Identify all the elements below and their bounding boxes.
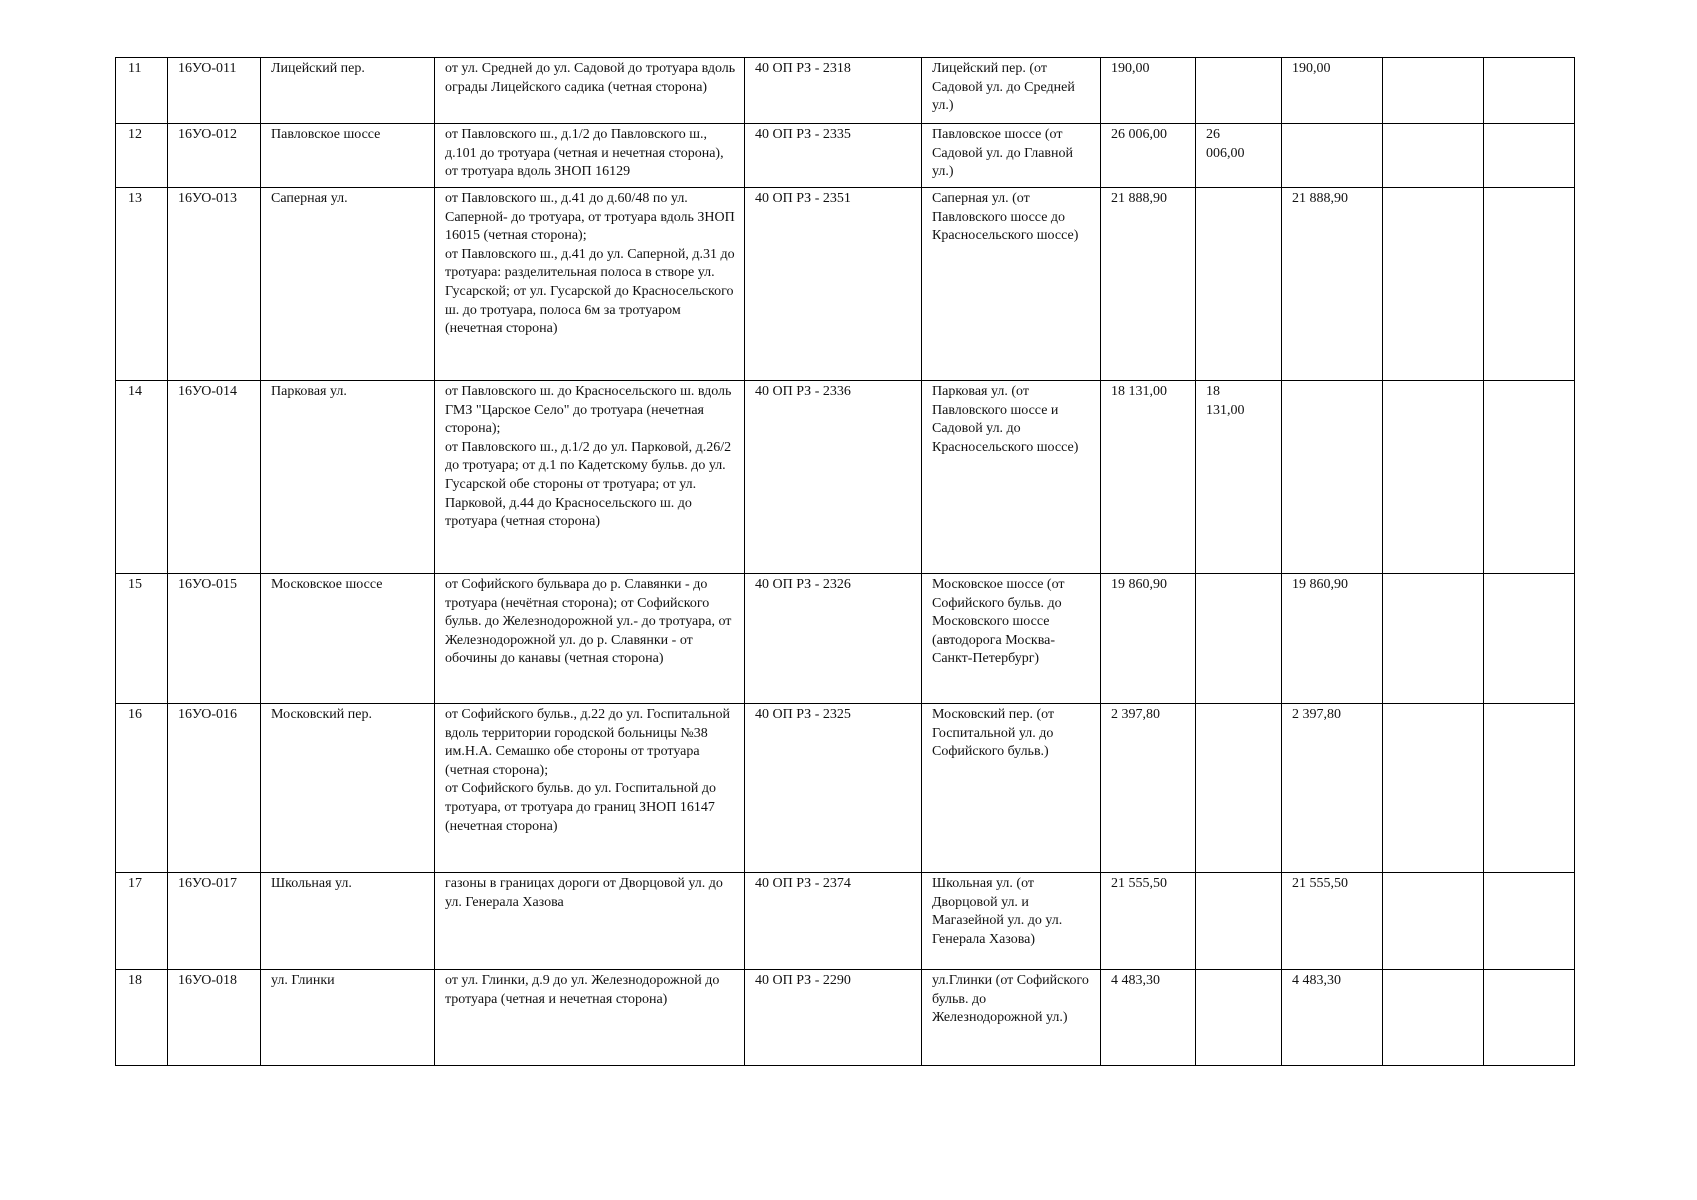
row-number: 15 — [116, 574, 168, 704]
road-name: Московский пер. (от Госпитальной ул. до Софийского бульв.) — [922, 704, 1101, 873]
row-number: 14 — [116, 381, 168, 574]
row-number: 18 — [116, 970, 168, 1066]
road-name: Лицейский пер. (от Садовой ул. до Средней ул.) — [922, 58, 1101, 124]
area-column-11 — [1484, 58, 1575, 124]
total-area: 4 483,30 — [1101, 970, 1196, 1066]
road-id: 40 ОП РЗ - 2351 — [745, 188, 922, 381]
object-code: 16УО-012 — [168, 124, 261, 188]
row-number: 11 — [116, 58, 168, 124]
area-column-10 — [1383, 873, 1484, 970]
area-column-8: 26 006,00 — [1196, 124, 1282, 188]
total-area: 21 555,50 — [1101, 873, 1196, 970]
table-row — [116, 970, 1575, 1066]
area-column-8 — [1196, 574, 1282, 704]
road-name: Саперная ул. (от Павловского шоссе до Красносельского шоссе) — [922, 188, 1101, 381]
area-column-10 — [1383, 970, 1484, 1066]
area-column-9: 4 483,30 — [1282, 970, 1383, 1066]
object-description: от Павловского ш., д.41 до д.60/48 по ул. Саперной- до тротуара, от тротуара вдоль ЗНОП 16015 (четная сторона); от Павловского ш., д.41 до ул. Саперной, д.31 до тротуара: разделительная полоса в створе ул. Гусарской; от ул. Гусарской до Красносельского ш. до тротуара, полоса 6м за тротуаром (нечетная сторона) — [435, 188, 745, 381]
object-code: 16УО-016 — [168, 704, 261, 873]
area-column-9 — [1282, 124, 1383, 188]
area-column-10 — [1383, 188, 1484, 381]
object-code: 16УО-018 — [168, 970, 261, 1066]
total-area: 18 131,00 — [1101, 381, 1196, 574]
object-code: 16УО-013 — [168, 188, 261, 381]
area-column-10 — [1383, 124, 1484, 188]
road-id: 40 ОП РЗ - 2335 — [745, 124, 922, 188]
table-row — [116, 381, 1575, 574]
object-code: 16УО-015 — [168, 574, 261, 704]
area-column-11 — [1484, 970, 1575, 1066]
area-column-9: 21 555,50 — [1282, 873, 1383, 970]
row-number: 13 — [116, 188, 168, 381]
area-column-9: 190,00 — [1282, 58, 1383, 124]
area-column-9 — [1282, 381, 1383, 574]
area-column-8 — [1196, 970, 1282, 1066]
object-name: Школьная ул. — [261, 873, 435, 970]
area-column-9: 21 888,90 — [1282, 188, 1383, 381]
road-id: 40 ОП РЗ - 2326 — [745, 574, 922, 704]
object-name: Парковая ул. — [261, 381, 435, 574]
row-number: 16 — [116, 704, 168, 873]
object-code: 16УО-017 — [168, 873, 261, 970]
area-column-11 — [1484, 704, 1575, 873]
road-id: 40 ОП РЗ - 2374 — [745, 873, 922, 970]
road-id: 40 ОП РЗ - 2290 — [745, 970, 922, 1066]
object-name: Московский пер. — [261, 704, 435, 873]
total-area: 26 006,00 — [1101, 124, 1196, 188]
area-column-11 — [1484, 381, 1575, 574]
road-id: 40 ОП РЗ - 2325 — [745, 704, 922, 873]
table-row — [116, 704, 1575, 873]
area-column-11 — [1484, 124, 1575, 188]
area-column-9: 19 860,90 — [1282, 574, 1383, 704]
area-column-8 — [1196, 704, 1282, 873]
total-area: 19 860,90 — [1101, 574, 1196, 704]
object-description: от Софийского бульвара до р. Славянки - до тротуара (нечётная сторона); от Софийского бульв. до Железнодорожной ул.- до тротуара, от Железнодорожной ул. до р. Славянки - от обочины до канавы (четная сторона) — [435, 574, 745, 704]
document-page — [115, 57, 1574, 1066]
total-area: 2 397,80 — [1101, 704, 1196, 873]
area-column-10 — [1383, 704, 1484, 873]
table-row — [116, 188, 1575, 381]
area-column-10 — [1383, 58, 1484, 124]
roads-table — [115, 57, 1575, 1066]
object-name: Саперная ул. — [261, 188, 435, 381]
road-name: Московское шоссе (от Софийского бульв. до Московского шоссе (автодорога Москва-Санкт-Петербург) — [922, 574, 1101, 704]
area-column-11 — [1484, 574, 1575, 704]
area-column-11 — [1484, 188, 1575, 381]
area-column-8: 18 131,00 — [1196, 381, 1282, 574]
area-column-10 — [1383, 381, 1484, 574]
area-column-8 — [1196, 873, 1282, 970]
road-name: Школьная ул. (от Дворцовой ул. и Магазейной ул. до ул. Генерала Хазова) — [922, 873, 1101, 970]
table-row — [116, 58, 1575, 124]
total-area: 190,00 — [1101, 58, 1196, 124]
object-description: от ул. Глинки, д.9 до ул. Железнодорожной до тротуара (четная и нечетная сторона) — [435, 970, 745, 1066]
object-name: Московское шоссе — [261, 574, 435, 704]
table-row — [116, 873, 1575, 970]
object-description: от Павловского ш. до Красносельского ш. вдоль ГМЗ "Царское Село" до тротуара (нечетная сторона); от Павловского ш., д.1/2 до ул. Парковой, д.26/2 до тротуара; от д.1 по Кадетскому бульв. до ул. Гусарской обе стороны от тротуара; от ул. Парковой, д.44 до Красносельского ш. до тротуара (четная сторона) — [435, 381, 745, 574]
object-description: от Павловского ш., д.1/2 до Павловского ш., д.101 до тротуара (четная и нечетная сторона), от тротуара вдоль ЗНОП 16129 — [435, 124, 745, 188]
road-id: 40 ОП РЗ - 2336 — [745, 381, 922, 574]
total-area: 21 888,90 — [1101, 188, 1196, 381]
row-number: 12 — [116, 124, 168, 188]
object-description: от Софийского бульв., д.22 до ул. Госпитальной вдоль территории городской больницы №38 им.Н.А. Семашко обе стороны от тротуара (четная сторона); от Софийского бульв. до ул. Госпитальной до тротуара, от тротуара до границ ЗНОП 16147 (нечетная сторона) — [435, 704, 745, 873]
road-id: 40 ОП РЗ - 2318 — [745, 58, 922, 124]
object-description: от ул. Средней до ул. Садовой до тротуара вдоль ограды Лицейского садика (четная сторона) — [435, 58, 745, 124]
area-column-11 — [1484, 873, 1575, 970]
area-column-9: 2 397,80 — [1282, 704, 1383, 873]
object-description: газоны в границах дороги от Дворцовой ул. до ул. Генерала Хазова — [435, 873, 745, 970]
road-name: ул.Глинки (от Софийского бульв. до Железнодорожной ул.) — [922, 970, 1101, 1066]
object-name: Павловское шоссе — [261, 124, 435, 188]
area-column-8 — [1196, 188, 1282, 381]
table-row — [116, 574, 1575, 704]
object-name: Лицейский пер. — [261, 58, 435, 124]
object-name: ул. Глинки — [261, 970, 435, 1066]
row-number: 17 — [116, 873, 168, 970]
road-name: Павловское шоссе (от Садовой ул. до Главной ул.) — [922, 124, 1101, 188]
area-column-10 — [1383, 574, 1484, 704]
area-column-8 — [1196, 58, 1282, 124]
table-row — [116, 124, 1575, 188]
object-code: 16УО-011 — [168, 58, 261, 124]
road-name: Парковая ул. (от Павловского шоссе и Садовой ул. до Красносельского шоссе) — [922, 381, 1101, 574]
object-code: 16УО-014 — [168, 381, 261, 574]
